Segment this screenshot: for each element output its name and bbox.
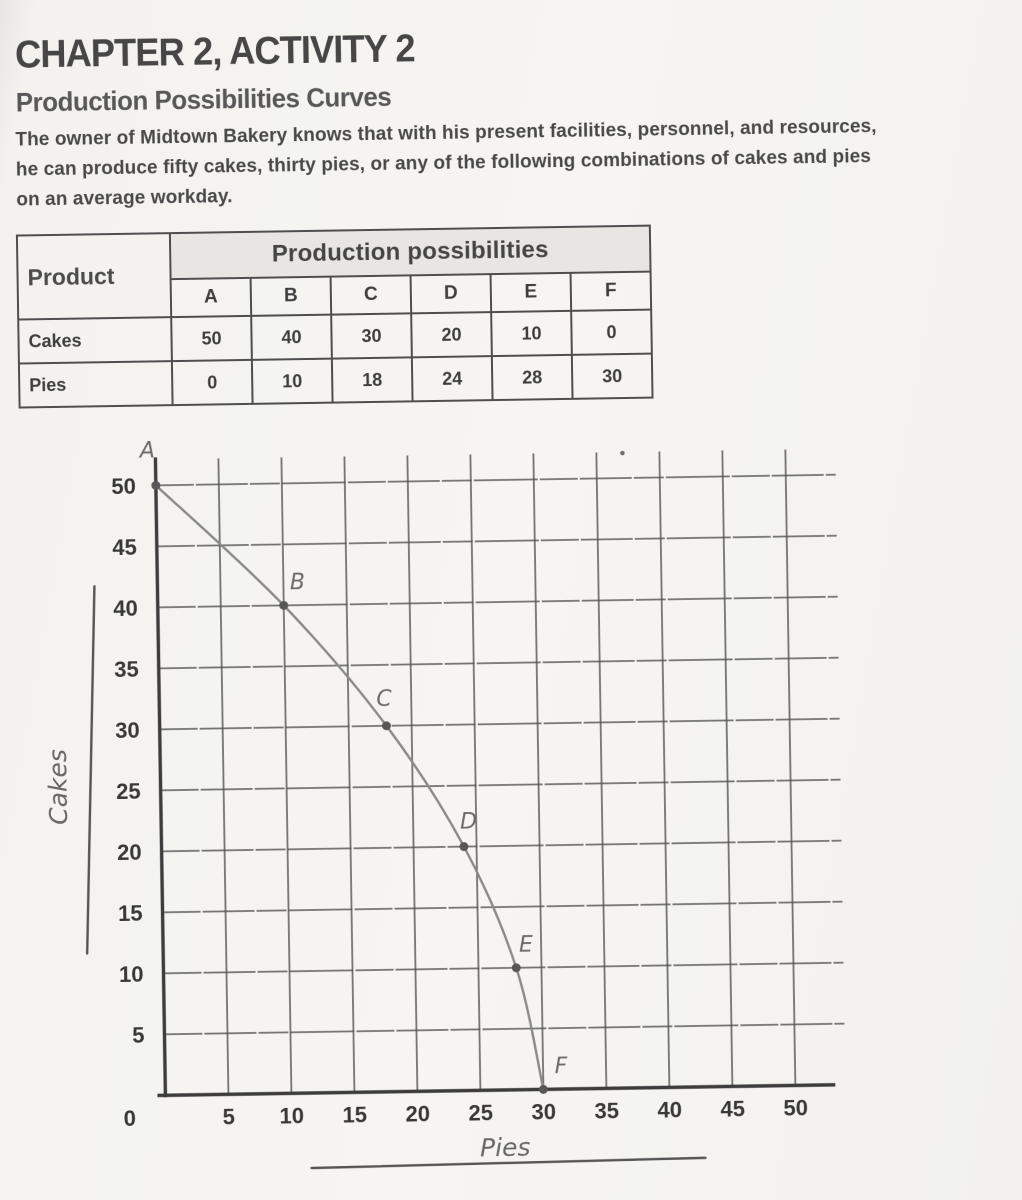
intro-line: he can produce fifty cakes, thirty pies, or any of the following combinations of cakes and pies [15, 146, 872, 181]
gridline-vertical [596, 452, 606, 1088]
gridline-horizontal [162, 841, 842, 852]
pies-value-d: 24 [412, 356, 493, 401]
scan-speck [620, 451, 625, 456]
gridline-horizontal [164, 963, 844, 974]
column-header-e: E [491, 273, 572, 312]
x-tick-label: 0 [123, 1105, 137, 1131]
y-tick-label: 45 [112, 534, 138, 561]
data-point-e [512, 963, 521, 972]
x-tick-label: 30 [531, 1099, 557, 1125]
gridline-horizontal [157, 536, 837, 547]
gridline-horizontal [164, 1024, 844, 1035]
point-label-e: E [518, 932, 534, 958]
x-tick-label: 45 [720, 1096, 746, 1122]
page-subtitle: Production Possibilities Curves [15, 81, 392, 118]
page-title: CHAPTER 2, ACTIVITY 2 [14, 27, 416, 77]
gridline-horizontal [163, 902, 843, 913]
y-tick-label: 30 [115, 717, 140, 744]
point-label-c: C [376, 686, 392, 712]
y-tick-label: 25 [115, 778, 141, 805]
y-tick-label: 40 [113, 595, 138, 622]
gridline-vertical [659, 451, 669, 1087]
x-tick-label: 20 [405, 1101, 431, 1127]
gridline-vertical [533, 453, 543, 1089]
gridline-vertical [281, 457, 291, 1093]
table-row-pies [19, 354, 653, 408]
intro-line: on an average workday. [16, 186, 233, 211]
cakes-value-b: 40 [251, 315, 332, 360]
cakes-value-e: 10 [491, 311, 572, 356]
production-possibilities-chart [0, 420, 889, 1200]
y-tick-label: 15 [117, 900, 143, 927]
point-label-d: D [459, 809, 478, 835]
intro-line: The owner of Midtown Bakery knows that with his present facilities, personnel, and resources, [15, 116, 877, 151]
x-tick-label: 15 [342, 1102, 368, 1128]
gridline-vertical [785, 449, 795, 1085]
y-tick-label: 20 [116, 839, 142, 866]
pies-value-c: 18 [332, 357, 413, 402]
production-possibilities-table [16, 225, 654, 409]
column-header-f: F [571, 272, 652, 311]
x-tick-label: 10 [279, 1103, 305, 1129]
gridline-horizontal [159, 658, 839, 669]
intro-paragraph [15, 110, 996, 215]
x-tick-label: 50 [783, 1095, 809, 1121]
gridline-vertical [407, 455, 417, 1091]
pies-value-a: 0 [172, 360, 253, 405]
cakes-value-c: 30 [331, 313, 412, 358]
cakes-value-a: 50 [171, 316, 252, 361]
column-header-a: A [171, 278, 252, 317]
gridline-horizontal [158, 597, 838, 608]
point-label-f: F [554, 1053, 568, 1080]
point-label-b: B [289, 570, 306, 596]
table-title: Production possibilities [170, 226, 651, 280]
gridline-vertical [722, 450, 732, 1086]
y-tick-label: 5 [132, 1022, 145, 1048]
pies-value-b: 10 [252, 359, 333, 404]
column-header-c: C [331, 275, 412, 314]
gridline-vertical [218, 458, 228, 1094]
column-header-d: D [411, 274, 492, 313]
gridline-horizontal [161, 780, 841, 791]
gridline-horizontal [160, 719, 840, 730]
column-header-b: B [251, 277, 332, 316]
table-row-header: Product [17, 233, 171, 319]
row-label-cakes: Cakes [18, 317, 172, 363]
gridline-vertical [344, 456, 354, 1092]
y-axis-hand-line [81, 586, 100, 953]
cakes-value-d: 20 [411, 312, 492, 357]
x-axis-label: Pies [479, 1132, 531, 1163]
x-axis [157, 1085, 835, 1096]
gridline-vertical [470, 454, 480, 1090]
gridline-horizontal [156, 475, 836, 486]
cakes-value-f: 0 [571, 310, 652, 355]
y-tick-label: 50 [111, 473, 137, 500]
point-label-a: A [139, 438, 156, 464]
x-tick-label: 40 [657, 1097, 683, 1123]
y-tick-label: 10 [118, 961, 144, 988]
y-tick-label: 35 [114, 656, 139, 683]
data-point-d [459, 842, 468, 851]
pies-value-e: 28 [492, 355, 573, 400]
x-tick-label: 25 [468, 1100, 494, 1126]
x-tick-label: 35 [594, 1098, 620, 1124]
y-axis-label: Cakes [42, 748, 74, 826]
pies-value-f: 30 [572, 354, 653, 399]
row-label-pies: Pies [19, 361, 173, 407]
x-tick-label: 5 [222, 1104, 236, 1130]
y-axis [155, 457, 165, 1097]
data-point-f [539, 1085, 548, 1094]
